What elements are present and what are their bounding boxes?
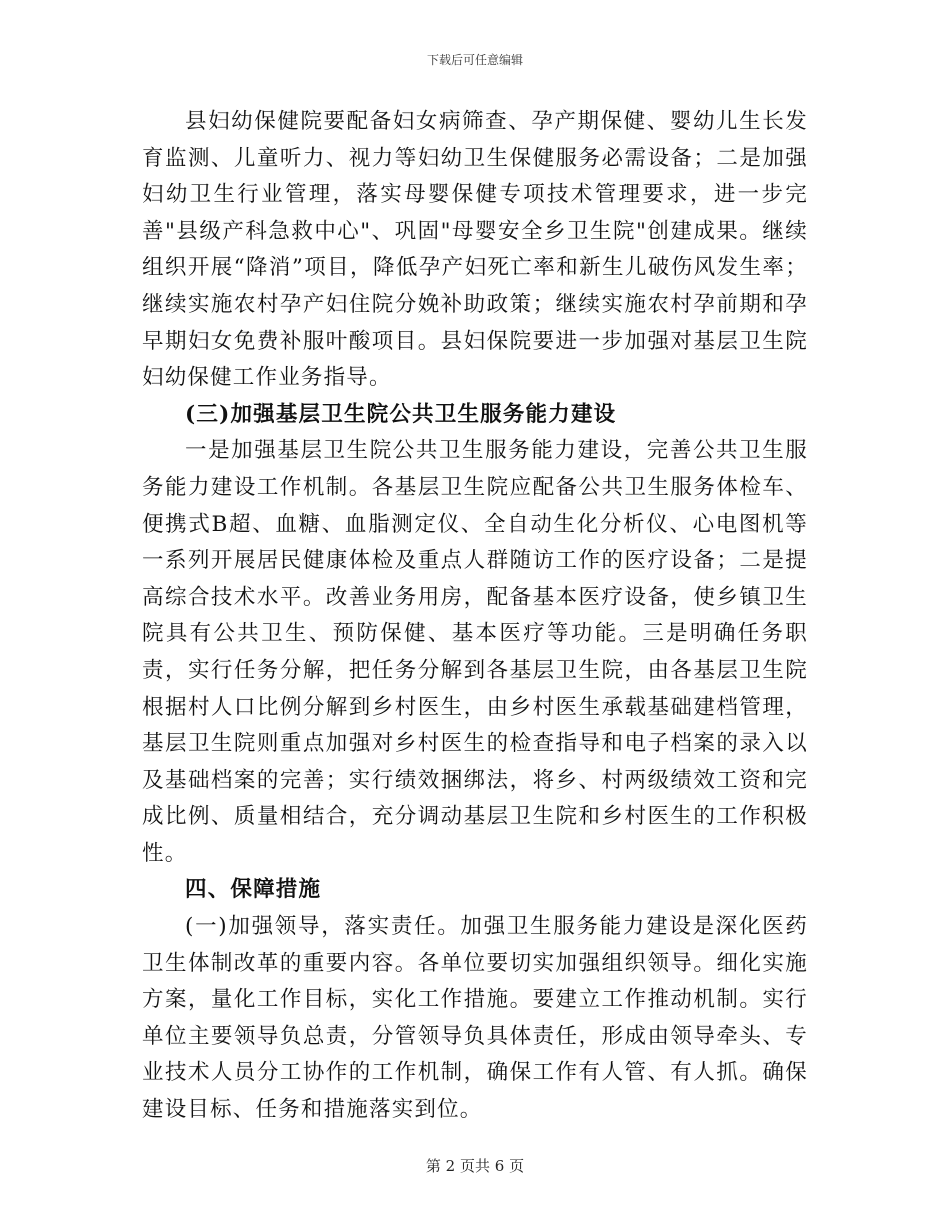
section-heading-primary-care: (三)加强基层卫生院公共卫生服务能力建设 <box>185 401 617 427</box>
paragraph-leadership-responsibility: (一)加强领导，落实责任。加强卫生服务能力建设是深化医药卫生体制改革的重要内容。各单位要切实加强组织领导。细化实施方案，量化工作目标，实化工作措施。要建立工作推动机制。实行单位主要领导负总责，分管领导负具体责任，形成由领导牵头、专业技术人员分工协作的工作机制，确保工作有人管、有人抓。确保建设目标、任务和措施落实到位。 <box>142 914 808 1123</box>
page-header-note: 下载后可任意编辑 <box>426 53 523 67</box>
paragraph-maternal-child-health: 县妇幼保健院要配备妇女病筛查、孕产期保健、婴幼儿生长发育监测、儿童听力、视力等妇幼卫生保健服务必需设备；二是加强妇幼卫生行业管理，落实母婴保健专项技术管理要求，进一步完善"县级产科急救中心"、巩固"母婴安全乡卫生院"创建成果。继续组织开展“降消”项目，降低孕产妇死亡率和新生儿破伤风发生率；继续实施农村孕产妇住院分娩补助政策；继续实施农村孕前期和孕早期妇女免费补服叶酸项目。县妇保院要进一步加强对基层卫生院妇幼保健工作业务指导。 <box>142 109 808 391</box>
document-body <box>142 104 808 1129</box>
paragraph-primary-care-capacity: 一是加强基层卫生院公共卫生服务能力建设，完善公共卫生服务能力建设工作机制。各基层卫生院应配备公共卫生服务体检车、便携式B超、血糖、血脂测定仪、全自动生化分析仪、心电图机等一系列开展居民健康体检及重点人群随访工作的医疗设备；二是提高综合技术水平。改善业务用房，配备基本医疗设备，使乡镇卫生院具有公共卫生、预防保健、基本医疗等功能。三是明确任务职责，实行任务分解，把任务分解到各基层卫生院，由各基层卫生院根据村人口比例分解到乡村医生，由乡村医生承载基础建档管理，基层卫生院则重点加强对乡村医生的检查指导和电子档案的录入以及基础档案的完善；实行绩效捆绑法，将乡、村两级绩效工资和完成比例、质量相结合，充分调动基层卫生院和乡村医生的工作积极性。 <box>142 438 808 866</box>
section-heading-safeguards: 四、保障措施 <box>185 877 322 903</box>
page-number: 第 2 页共 6 页 <box>425 1157 525 1175</box>
